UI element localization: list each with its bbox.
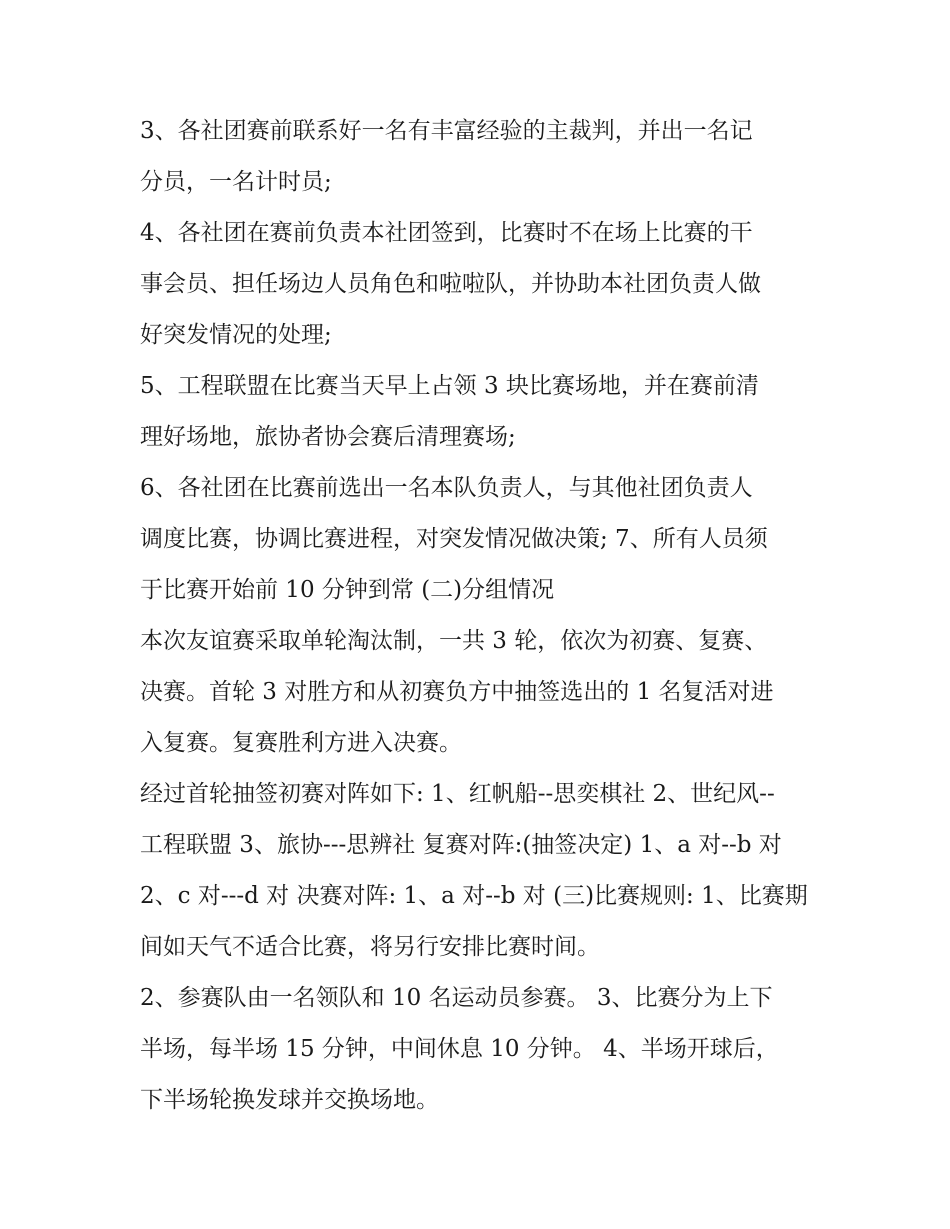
text-line-6: 5、工程联盟在比赛当天早上占领 3 块比赛场地，并在赛前清	[140, 373, 759, 399]
text-line-10: 于比赛开始前 10 分钟到常 (二)分组情况	[140, 577, 555, 603]
text-line-18: 2、参赛队由一名领队和 10 名运动员参赛。 3、比赛分为上下	[140, 985, 773, 1011]
text-line-2: 分员，一名计时员;	[140, 169, 332, 195]
text-line-1: 3、各社团赛前联系好一名有丰富经验的主裁判，并出一名记	[140, 118, 753, 144]
text-line-11: 本次友谊赛采取单轮淘汰制，一共 3 轮，依次为初赛、复赛、	[140, 628, 768, 654]
text-line-7: 理好场地，旅协者协会赛后清理赛场;	[140, 424, 516, 450]
body-text	[140, 106, 830, 1126]
text-line-17: 间如天气不适合比赛，将另行安排比赛时间。	[140, 934, 600, 960]
text-line-9: 调度比赛，协调比赛进程，对突发情况做决策; 7、所有人员须	[140, 526, 768, 552]
text-line-15: 工程联盟 3、旅协---思辨社 复赛对阵:(抽签决定) 1、a 对--b 对	[140, 832, 782, 858]
text-line-12: 决赛。首轮 3 对胜方和从初赛负方中抽签选出的 1 名复活对进	[140, 679, 774, 705]
text-line-8: 6、各社团在比赛前选出一名本队负责人，与其他社团负责人	[140, 475, 753, 501]
text-line-16: 2、c 对---d 对 决赛对阵: 1、a 对--b 对 (三)比赛规则: 1、比赛期	[140, 883, 808, 909]
text-line-3: 4、各社团在赛前负责本社团签到，比赛时不在场上比赛的干	[140, 220, 753, 246]
text-line-13: 入复赛。复赛胜利方进入决赛。	[140, 730, 462, 756]
text-line-4: 事会员、担任场边人员角色和啦啦队，并协助本社团负责人做	[140, 271, 761, 297]
text-line-14: 经过首轮抽签初赛对阵如下: 1、红帆船--思奕棋社 2、世纪风--	[140, 781, 775, 807]
text-line-20: 下半场轮换发球并交换场地。	[140, 1087, 439, 1113]
text-line-5: 好突发情况的处理;	[140, 322, 332, 348]
text-line-19: 半场，每半场 15 分钟，中间休息 10 分钟。 4、半场开球后，	[140, 1036, 779, 1062]
